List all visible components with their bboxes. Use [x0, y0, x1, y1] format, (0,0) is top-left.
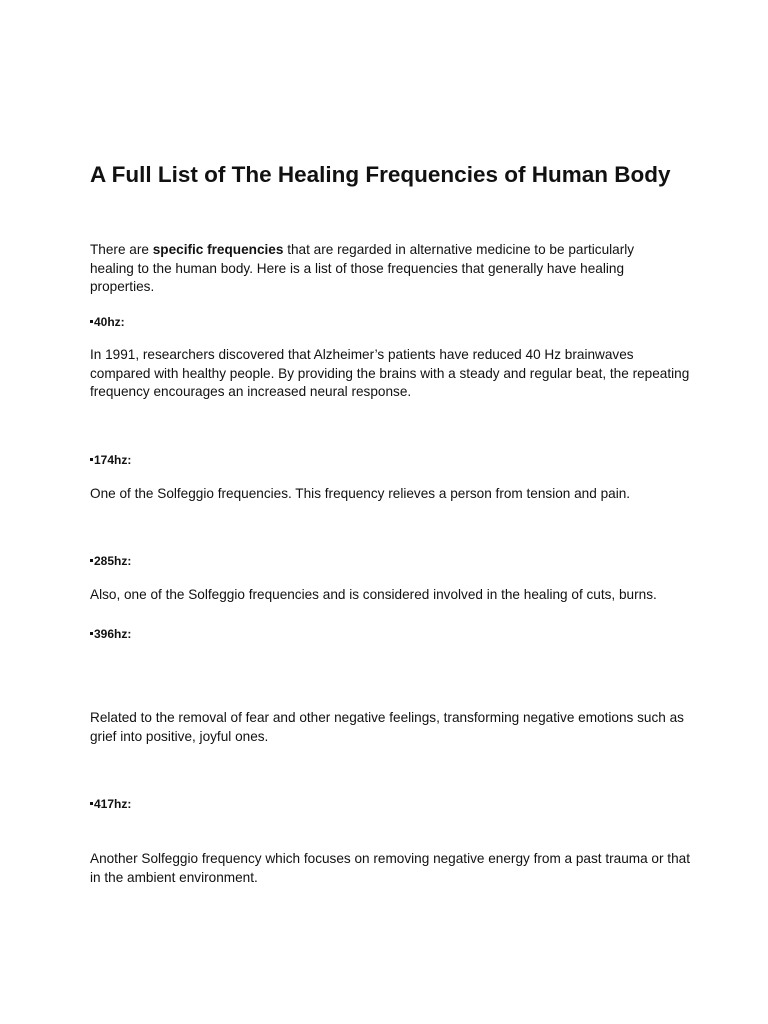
section-heading-417hz [90, 796, 131, 812]
section-heading-label: 40hz: [94, 315, 125, 329]
bullet-icon [90, 458, 93, 461]
section-text-174hz: One of the Solfeggio frequencies. This frequency relieves a person from tension and pain. [90, 486, 631, 501]
bullet-icon [90, 559, 93, 562]
intro-prefix: There are [90, 242, 153, 257]
section-text-285hz: Also, one of the Solfeggio frequencies and is considered involved in the healing of cuts, burns. [90, 587, 657, 602]
section-text-417hz: Another Solfeggio frequency which focuses on removing negative energy from a past trauma or that in the ambient environment. [90, 851, 690, 885]
section-heading-label: 417hz: [94, 797, 132, 811]
section-text-396hz: Related to the removal of fear and other negative feelings, transforming negative emotions such as grief into positive, joyful ones. [90, 710, 684, 744]
document-title: A Full List of The Healing Frequencies of Human Body [90, 162, 671, 187]
intro-paragraph [90, 241, 675, 297]
bullet-icon [90, 320, 93, 323]
section-heading-174hz [90, 452, 131, 468]
section-heading-label: 285hz: [94, 554, 132, 568]
intro-suffix: that are regarded in alternative medicine to be particularly healing to the human body. Here is a list of those frequencies that generally have healing properties. [90, 242, 635, 295]
section-heading-285hz [90, 553, 131, 569]
bullet-icon [90, 802, 93, 805]
section-text-40hz: In 1991, researchers discovered that Alzheimer’s patients have reduced 40 Hz brainwaves compared with healthy people. By providing the brains with a steady and regular beat, the repeating frequency encourages an increased neural response. [90, 347, 690, 400]
bullet-icon [90, 632, 93, 635]
section-heading-label: 174hz: [94, 453, 132, 467]
section-heading-396hz [90, 626, 131, 642]
section-heading-40hz [90, 314, 125, 330]
section-heading-label: 396hz: [94, 627, 132, 641]
intro-bold-phrase: specific frequencies [152, 242, 284, 257]
